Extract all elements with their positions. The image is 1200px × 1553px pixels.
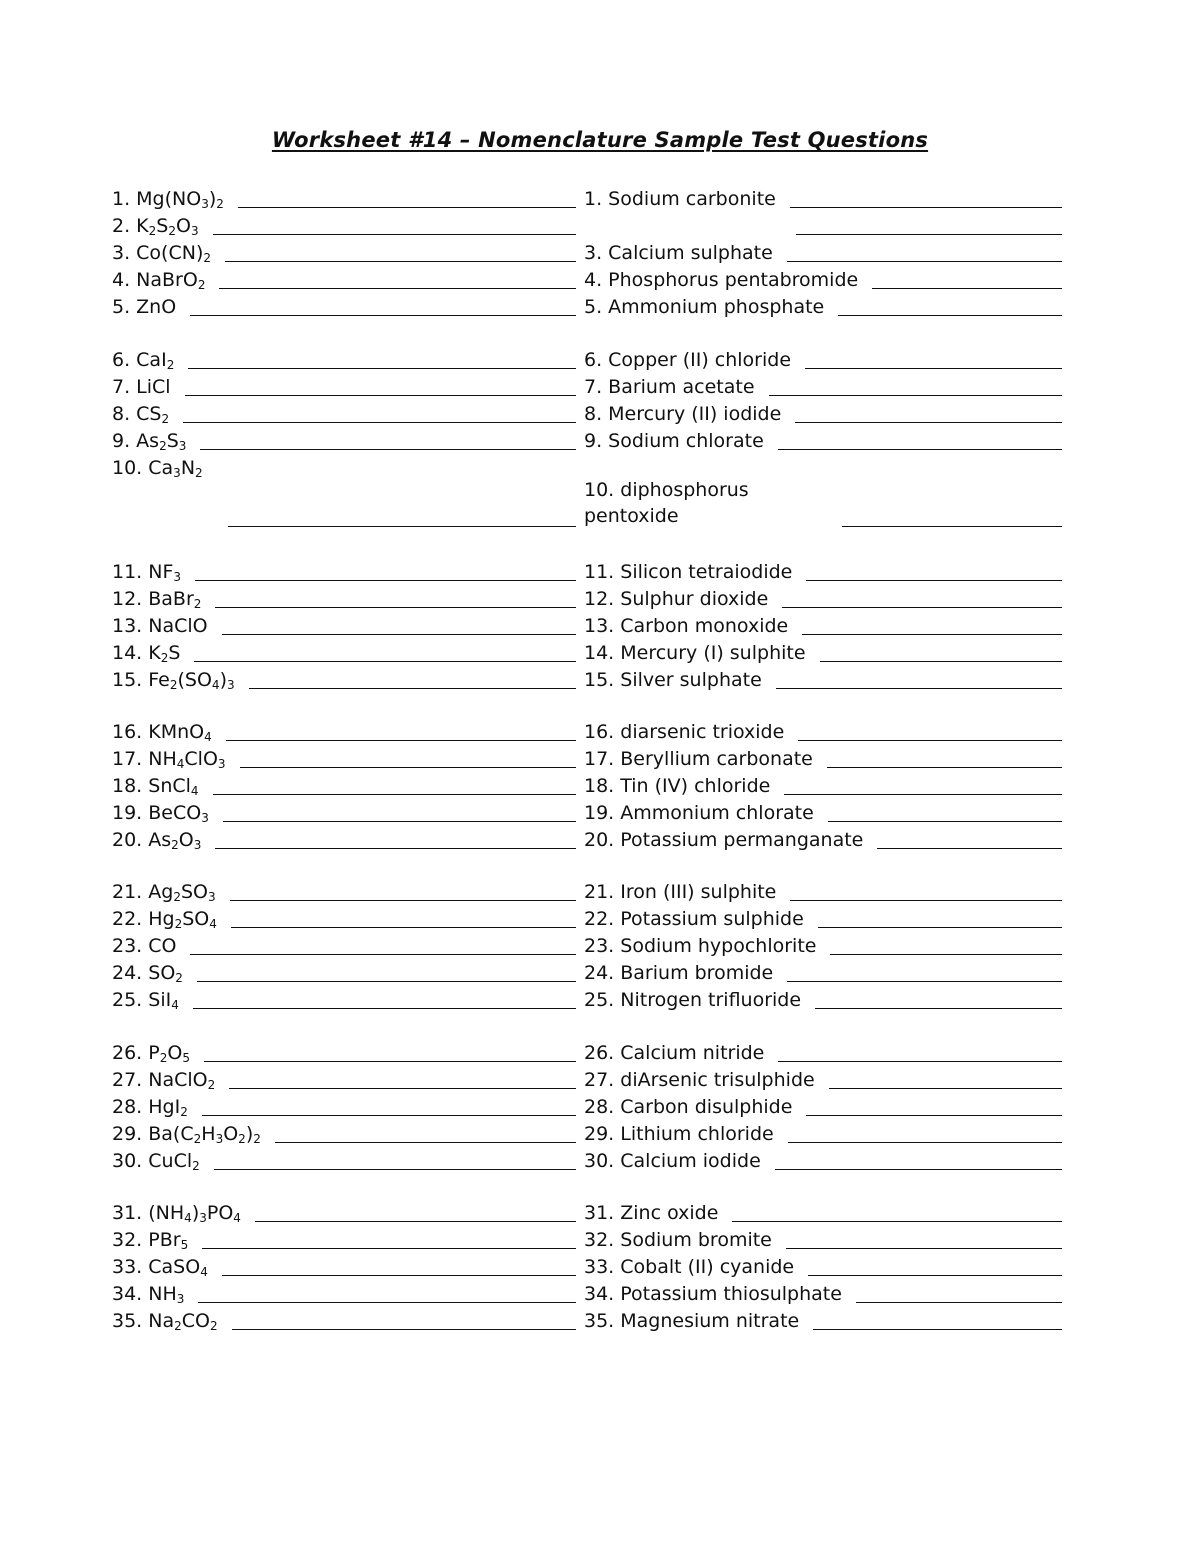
name-item: [584, 1305, 1062, 1332]
answer-blank[interactable]: [198, 1302, 576, 1303]
formula-item: [112, 210, 576, 237]
name-label: 29. Lithium chloride: [584, 1123, 774, 1145]
name-item: [584, 930, 1062, 957]
formula-label: 25. SiI$_4$: [112, 989, 179, 1012]
formula-item: [112, 957, 576, 984]
formula-label: 32. PBr$_5$: [112, 1229, 189, 1252]
answer-blank[interactable]: [197, 981, 576, 982]
name-item: [584, 903, 1062, 930]
formula-label: 2. $K_2S_2O_3$: [112, 215, 199, 238]
formula-label: 10. $Ca_3N_2$: [112, 457, 203, 480]
formula-label: 35. $Na_2CO_2$: [112, 1310, 218, 1333]
formula-label: 17. $NH_4ClO_3$: [112, 748, 226, 771]
answer-blank[interactable]: [778, 449, 1062, 450]
formula-label: 16. KMnO$_4$: [112, 721, 212, 744]
name-label: 20. Potassium permanganate: [584, 829, 864, 851]
name-item: [584, 610, 1062, 637]
answer-blank[interactable]: [225, 261, 576, 262]
name-item: [584, 237, 1062, 264]
formula-item: [112, 398, 576, 425]
answer-blank[interactable]: [778, 1061, 1062, 1062]
name-item: [584, 556, 1062, 583]
formula-label: 33. CaSO$_4$: [112, 1256, 208, 1279]
formula-label: 29. $Ba(C_2H_3O_2)_2$: [112, 1123, 261, 1146]
formula-label: 24. $SO_2$: [112, 962, 183, 985]
answer-blank[interactable]: [732, 1221, 1062, 1222]
name-item: [584, 1145, 1062, 1172]
formula-label: 18. SnCl$_4$: [112, 775, 199, 798]
formula-item: [112, 425, 576, 452]
name-label: 22. Potassium sulphide: [584, 908, 804, 930]
answer-blank[interactable]: [188, 368, 576, 369]
name-item: [584, 1278, 1062, 1305]
name-item: [584, 743, 1062, 770]
name-label: 4. Phosphorus pentabromide: [584, 269, 859, 291]
formula-item: [112, 1037, 576, 1064]
name-label: 23. Sodium hypochlorite: [584, 935, 817, 957]
formula-label: 30. CuCl$_2$: [112, 1150, 200, 1173]
formula-label: 26. $P_2O_5$: [112, 1042, 190, 1065]
formula-item: [112, 1278, 576, 1305]
answer-blank[interactable]: [820, 661, 1062, 662]
formula-label: 20. $As_2O_3$: [112, 829, 202, 852]
name-item: [584, 637, 1062, 664]
formula-item: [112, 371, 576, 398]
answer-blank[interactable]: [229, 1088, 576, 1089]
formula-label: 19. BeCO$_3$: [112, 802, 209, 825]
name-label: 24. Barium bromide: [584, 962, 774, 984]
name-item: [584, 398, 1062, 425]
formula-item: [112, 1091, 576, 1118]
name-item: [584, 183, 1062, 210]
name-label: 6. Copper (II) chloride: [584, 349, 792, 371]
formula-label: 23. CO: [112, 935, 177, 957]
name-label: 26. Calcium nitride: [584, 1042, 765, 1064]
name-label: 33. Cobalt (II) cyanide: [584, 1256, 795, 1278]
formula-label: 6. CaI$_2$: [112, 349, 175, 372]
formula-item: [112, 344, 576, 371]
name-item: [584, 1037, 1062, 1064]
answer-blank[interactable]: [222, 1275, 576, 1276]
name-item: [584, 264, 1062, 291]
name-item: [584, 876, 1062, 903]
name-label: 1. Sodium carbonite: [584, 188, 776, 210]
name-label: 31. Zinc oxide: [584, 1202, 719, 1224]
name-label: 27. diArsenic trisulphide: [584, 1069, 815, 1091]
name-label: 25. Nitrogen trifluoride: [584, 989, 802, 1011]
name-item: [584, 957, 1062, 984]
formula-item: [112, 237, 576, 264]
name-label: 3. Calcium sulphate: [584, 242, 773, 264]
formula-label: 12. BaBr$_2$: [112, 588, 202, 611]
answer-blank[interactable]: [223, 821, 576, 822]
answer-blank[interactable]: [842, 526, 1062, 527]
name-label: 17. Beryllium carbonate: [584, 748, 813, 770]
answer-blank[interactable]: [788, 1142, 1062, 1143]
formula-label: 31. $(NH_4)_3PO_4$: [112, 1202, 241, 1225]
name-item: [584, 984, 1062, 1011]
formula-label: 21. $Ag_2SO_3$: [112, 881, 216, 904]
answer-blank[interactable]: [190, 954, 576, 955]
formula-item: [112, 876, 576, 903]
name-item: [584, 1064, 1062, 1091]
answer-blank[interactable]: [769, 395, 1062, 396]
name-label: 10. diphosphorus pentoxide: [584, 479, 749, 527]
answer-blank[interactable]: [193, 1008, 576, 1009]
answer-blank[interactable]: [249, 688, 576, 689]
name-label: 19. Ammonium chlorate: [584, 802, 814, 824]
name-item: [584, 210, 1062, 237]
formula-label: 3. $Co(CN)_2$: [112, 242, 212, 265]
name-item: [584, 824, 1062, 851]
name-label: 32. Sodium bromite: [584, 1229, 772, 1251]
name-item: [584, 1224, 1062, 1251]
formula-item: [112, 716, 576, 743]
answer-blank[interactable]: [787, 261, 1062, 262]
formula-item: [112, 583, 576, 610]
answer-blank[interactable]: [194, 661, 576, 662]
worksheet-title: Worksheet #14 – Nomenclature Sample Test Questions: [271, 128, 929, 152]
name-item: [584, 477, 1062, 533]
formula-item: [112, 930, 576, 957]
name-item: [584, 770, 1062, 797]
formula-item: [112, 743, 576, 770]
answer-blank[interactable]: [204, 1061, 576, 1062]
formula-label: 22. $Hg_2SO_4$: [112, 908, 217, 931]
answer-blank[interactable]: [230, 900, 576, 901]
name-item: [584, 1197, 1062, 1224]
answer-blank[interactable]: [805, 368, 1062, 369]
formula-item: [112, 797, 576, 824]
formula-item: [112, 264, 576, 291]
answer-blank[interactable]: [231, 927, 576, 928]
formula-item: [112, 637, 576, 664]
formula-label: 4. NaBrO$_2$: [112, 269, 206, 292]
name-label: 18. Tin (IV) chloride: [584, 775, 771, 797]
answer-blank[interactable]: [226, 740, 576, 741]
answer-blank[interactable]: [872, 288, 1062, 289]
answer-blank[interactable]: [802, 634, 1062, 635]
answer-blank[interactable]: [185, 395, 576, 396]
name-item: [584, 797, 1062, 824]
answer-blank[interactable]: [808, 1275, 1062, 1276]
name-item: [584, 291, 1062, 318]
answer-blank[interactable]: [790, 207, 1062, 208]
formula-item: [112, 1224, 576, 1251]
answer-blank[interactable]: [214, 1169, 576, 1170]
answer-blank[interactable]: [238, 207, 576, 208]
formula-item: [112, 452, 576, 479]
name-label: 8. Mercury (II) iodide: [584, 403, 782, 425]
name-label: 30. Calcium iodide: [584, 1150, 761, 1172]
name-item: [584, 716, 1062, 743]
name-label: 28. Carbon disulphide: [584, 1096, 793, 1118]
name-label: 35. Magnesium nitrate: [584, 1310, 800, 1332]
formula-item: [112, 1197, 576, 1224]
answer-blank[interactable]: [787, 981, 1062, 982]
answer-blank[interactable]: [806, 1115, 1062, 1116]
answer-blank[interactable]: [818, 927, 1062, 928]
answer-blank[interactable]: [796, 234, 1062, 235]
formula-label: 8. $CS_2$: [112, 403, 170, 426]
answer-blank[interactable]: [827, 767, 1062, 768]
formula-label: 13. NaClO: [112, 615, 208, 637]
name-label: 11. Silicon tetraiodide: [584, 561, 793, 583]
answer-blank[interactable]: [856, 1302, 1062, 1303]
answer-blank[interactable]: [784, 794, 1062, 795]
formula-item: [112, 1064, 576, 1091]
answer-blank[interactable]: [790, 900, 1062, 901]
answer-blank[interactable]: [815, 1008, 1062, 1009]
answer-blank[interactable]: [255, 1221, 576, 1222]
answer-blank[interactable]: [806, 580, 1062, 581]
answer-blank[interactable]: [222, 634, 576, 635]
name-item: [584, 664, 1062, 691]
formula-item: [112, 903, 576, 930]
formula-label: 5. ZnO: [112, 296, 177, 318]
answer-blank[interactable]: [798, 740, 1062, 741]
formula-label: 7. LiCl: [112, 376, 171, 398]
answer-blank[interactable]: [213, 794, 576, 795]
formula-label: 1. $Mg(NO_3)_2$: [112, 188, 224, 211]
answer-blank[interactable]: [240, 767, 576, 768]
name-item: [584, 1251, 1062, 1278]
name-label: 5. Ammonium phosphate: [584, 296, 825, 318]
formula-item: [112, 556, 576, 583]
formula-label: 34. $NH_3$: [112, 1283, 185, 1306]
answer-blank[interactable]: [215, 607, 576, 608]
name-item: [584, 1091, 1062, 1118]
answer-blank[interactable]: [775, 1169, 1062, 1170]
answer-blank[interactable]: [786, 1248, 1062, 1249]
name-label: 13. Carbon monoxide: [584, 615, 789, 637]
name-item: [584, 583, 1062, 610]
formula-item: [112, 664, 576, 691]
answer-blank[interactable]: [202, 1248, 576, 1249]
answer-blank[interactable]: [795, 422, 1062, 423]
name-label: 7. Barium acetate: [584, 376, 755, 398]
answer-blank[interactable]: [232, 1329, 576, 1330]
name-label: 9. Sodium chlorate: [584, 430, 764, 452]
answer-blank[interactable]: [275, 1142, 576, 1143]
answer-blank[interactable]: [200, 449, 576, 450]
formula-label: 15. $Fe_2(SO_4)_3$: [112, 669, 235, 692]
formula-label: 9. $As_2S_3$: [112, 430, 187, 453]
formula-label: 28. HgI$_2$: [112, 1096, 188, 1119]
formula-item: [112, 183, 576, 210]
answer-blank[interactable]: [828, 821, 1062, 822]
name-item: [584, 344, 1062, 371]
formula-label: 11. $NF_3$: [112, 561, 182, 584]
answer-blank[interactable]: [813, 1329, 1062, 1330]
name-item: [584, 1118, 1062, 1145]
formula-item: [112, 1251, 576, 1278]
answer-blank[interactable]: [190, 315, 576, 316]
formula-item: [112, 824, 576, 851]
formula-item: [112, 1305, 576, 1332]
formula-item: [112, 1118, 576, 1145]
formula-item: [112, 610, 576, 637]
formula-item: [112, 770, 576, 797]
answer-blank[interactable]: [782, 607, 1062, 608]
name-label: 34. Potassium thiosulphate: [584, 1283, 842, 1305]
formula-item: [112, 984, 576, 1011]
answer-blank[interactable]: [219, 288, 576, 289]
formula-item: [112, 291, 576, 318]
name-label: 14. Mercury (I) sulphite: [584, 642, 806, 664]
answer-blank[interactable]: [838, 315, 1062, 316]
answer-blank[interactable]: [213, 234, 576, 235]
answer-blank[interactable]: [776, 688, 1062, 689]
answer-blank[interactable]: [215, 848, 576, 849]
answer-blank[interactable]: [202, 1115, 576, 1116]
name-label: 15. Silver sulphate: [584, 669, 762, 691]
answer-blank[interactable]: [830, 954, 1062, 955]
formula-label: 14. $K_2S$: [112, 642, 181, 665]
name-label: 21. Iron (III) sulphite: [584, 881, 777, 903]
answer-blank[interactable]: [829, 1088, 1062, 1089]
name-item: [584, 371, 1062, 398]
formula-label: 27. NaClO$_2$: [112, 1069, 216, 1092]
answer-blank[interactable]: [183, 422, 576, 423]
name-item: [584, 425, 1062, 452]
name-label: 16. diarsenic trioxide: [584, 721, 785, 743]
formula-item: [112, 1145, 576, 1172]
answer-blank[interactable]: [877, 848, 1062, 849]
answer-blank[interactable]: [228, 526, 576, 527]
name-label: 12. Sulphur dioxide: [584, 588, 769, 610]
answer-blank[interactable]: [195, 580, 576, 581]
